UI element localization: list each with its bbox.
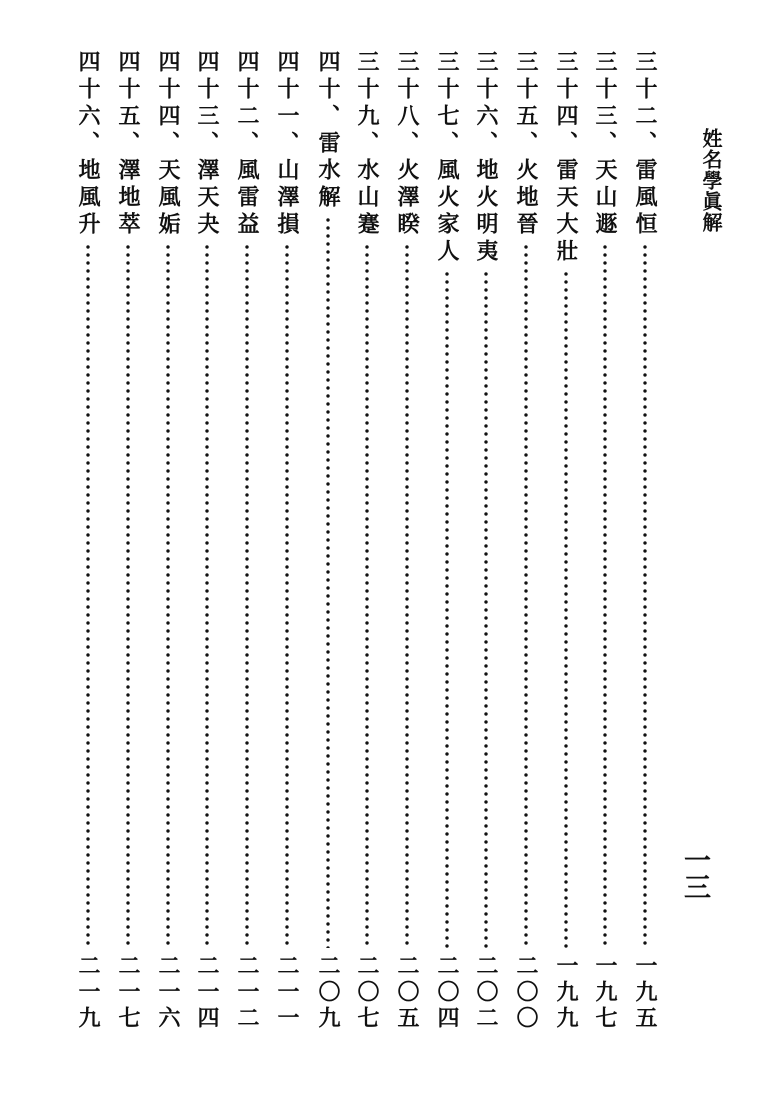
toc-entry	[313, 50, 343, 1032]
toc-entry-page: 一九九	[553, 954, 579, 1032]
toc-entry-title: 三十四、雷天大壯	[553, 50, 579, 266]
toc-entry-title: 四十、雷水解	[315, 50, 341, 212]
toc-entry	[153, 50, 183, 1032]
toc-entry-page: 二〇〇	[513, 954, 539, 1032]
toc-entry	[232, 50, 262, 1032]
dot-leader	[245, 243, 249, 948]
dot-leader	[445, 270, 449, 948]
toc-entry-title: 三十六、地火明夷	[473, 50, 499, 266]
toc-entry-page: 二〇二	[473, 954, 499, 1032]
page-number: 一三	[679, 846, 710, 900]
toc-entry	[272, 50, 302, 1032]
toc-entry-page: 二〇四	[434, 954, 460, 1032]
dot-leader	[524, 243, 528, 948]
toc-entry-title: 三十五、火地晉	[513, 50, 539, 239]
dot-leader	[365, 243, 369, 948]
toc-entry	[113, 50, 143, 1032]
dot-leader	[166, 243, 170, 948]
toc-entry-page: 二一一	[274, 954, 300, 1032]
toc-entry	[192, 50, 222, 1032]
toc-entry-page: 二一四	[194, 954, 220, 1032]
toc-entry-title: 四十四、天風姤	[155, 50, 181, 239]
toc-entry-title: 三十九、水山蹇	[354, 50, 380, 239]
toc-entry-title: 四十六、地風升	[75, 50, 101, 239]
toc-entry-page: 二一二	[234, 954, 260, 1032]
toc-entry	[471, 50, 501, 1032]
toc-entry-title: 三十三、天山遯	[592, 50, 618, 239]
toc-entry	[511, 50, 541, 1032]
toc-entry	[551, 50, 581, 1032]
toc-entry-title: 四十一、山澤損	[274, 50, 300, 239]
toc-entry	[432, 50, 462, 1032]
dot-leader	[405, 243, 409, 948]
toc-entry-title: 四十五、澤地萃	[115, 50, 141, 239]
toc-entry	[352, 50, 382, 1032]
dot-leader	[326, 216, 330, 948]
toc-entry-title: 四十二、風雷益	[234, 50, 260, 239]
dot-leader	[205, 243, 209, 948]
toc-entry-title: 三十二、雷風恒	[632, 50, 658, 239]
toc-entry-page: 二〇七	[354, 954, 380, 1032]
toc-entry	[392, 50, 422, 1032]
toc-entry-page: 二一七	[115, 954, 141, 1032]
dot-leader	[643, 243, 647, 948]
toc-entry-title: 三十八、火澤睽	[394, 50, 420, 239]
toc-entry-page: 二一九	[75, 954, 101, 1032]
toc-entry-page: 二一六	[155, 954, 181, 1032]
dot-leader	[484, 270, 488, 948]
dot-leader	[86, 243, 90, 948]
dot-leader	[285, 243, 289, 948]
toc-entry-title: 三十七、風火家人	[434, 50, 460, 266]
toc-entry	[590, 50, 620, 1032]
toc-entry	[630, 50, 660, 1032]
running-title: 姓名學眞解	[699, 128, 723, 233]
toc-entry-page: 一九七	[592, 954, 618, 1032]
dot-leader	[564, 270, 568, 948]
toc-entry-page: 二〇九	[315, 954, 341, 1032]
toc-entry	[73, 50, 103, 1032]
dot-leader	[603, 243, 607, 948]
toc-entry-title: 四十三、澤天夬	[194, 50, 220, 239]
dot-leader	[126, 243, 130, 948]
toc-entry-page: 一九五	[632, 954, 658, 1032]
toc-entry-page: 二〇五	[394, 954, 420, 1032]
